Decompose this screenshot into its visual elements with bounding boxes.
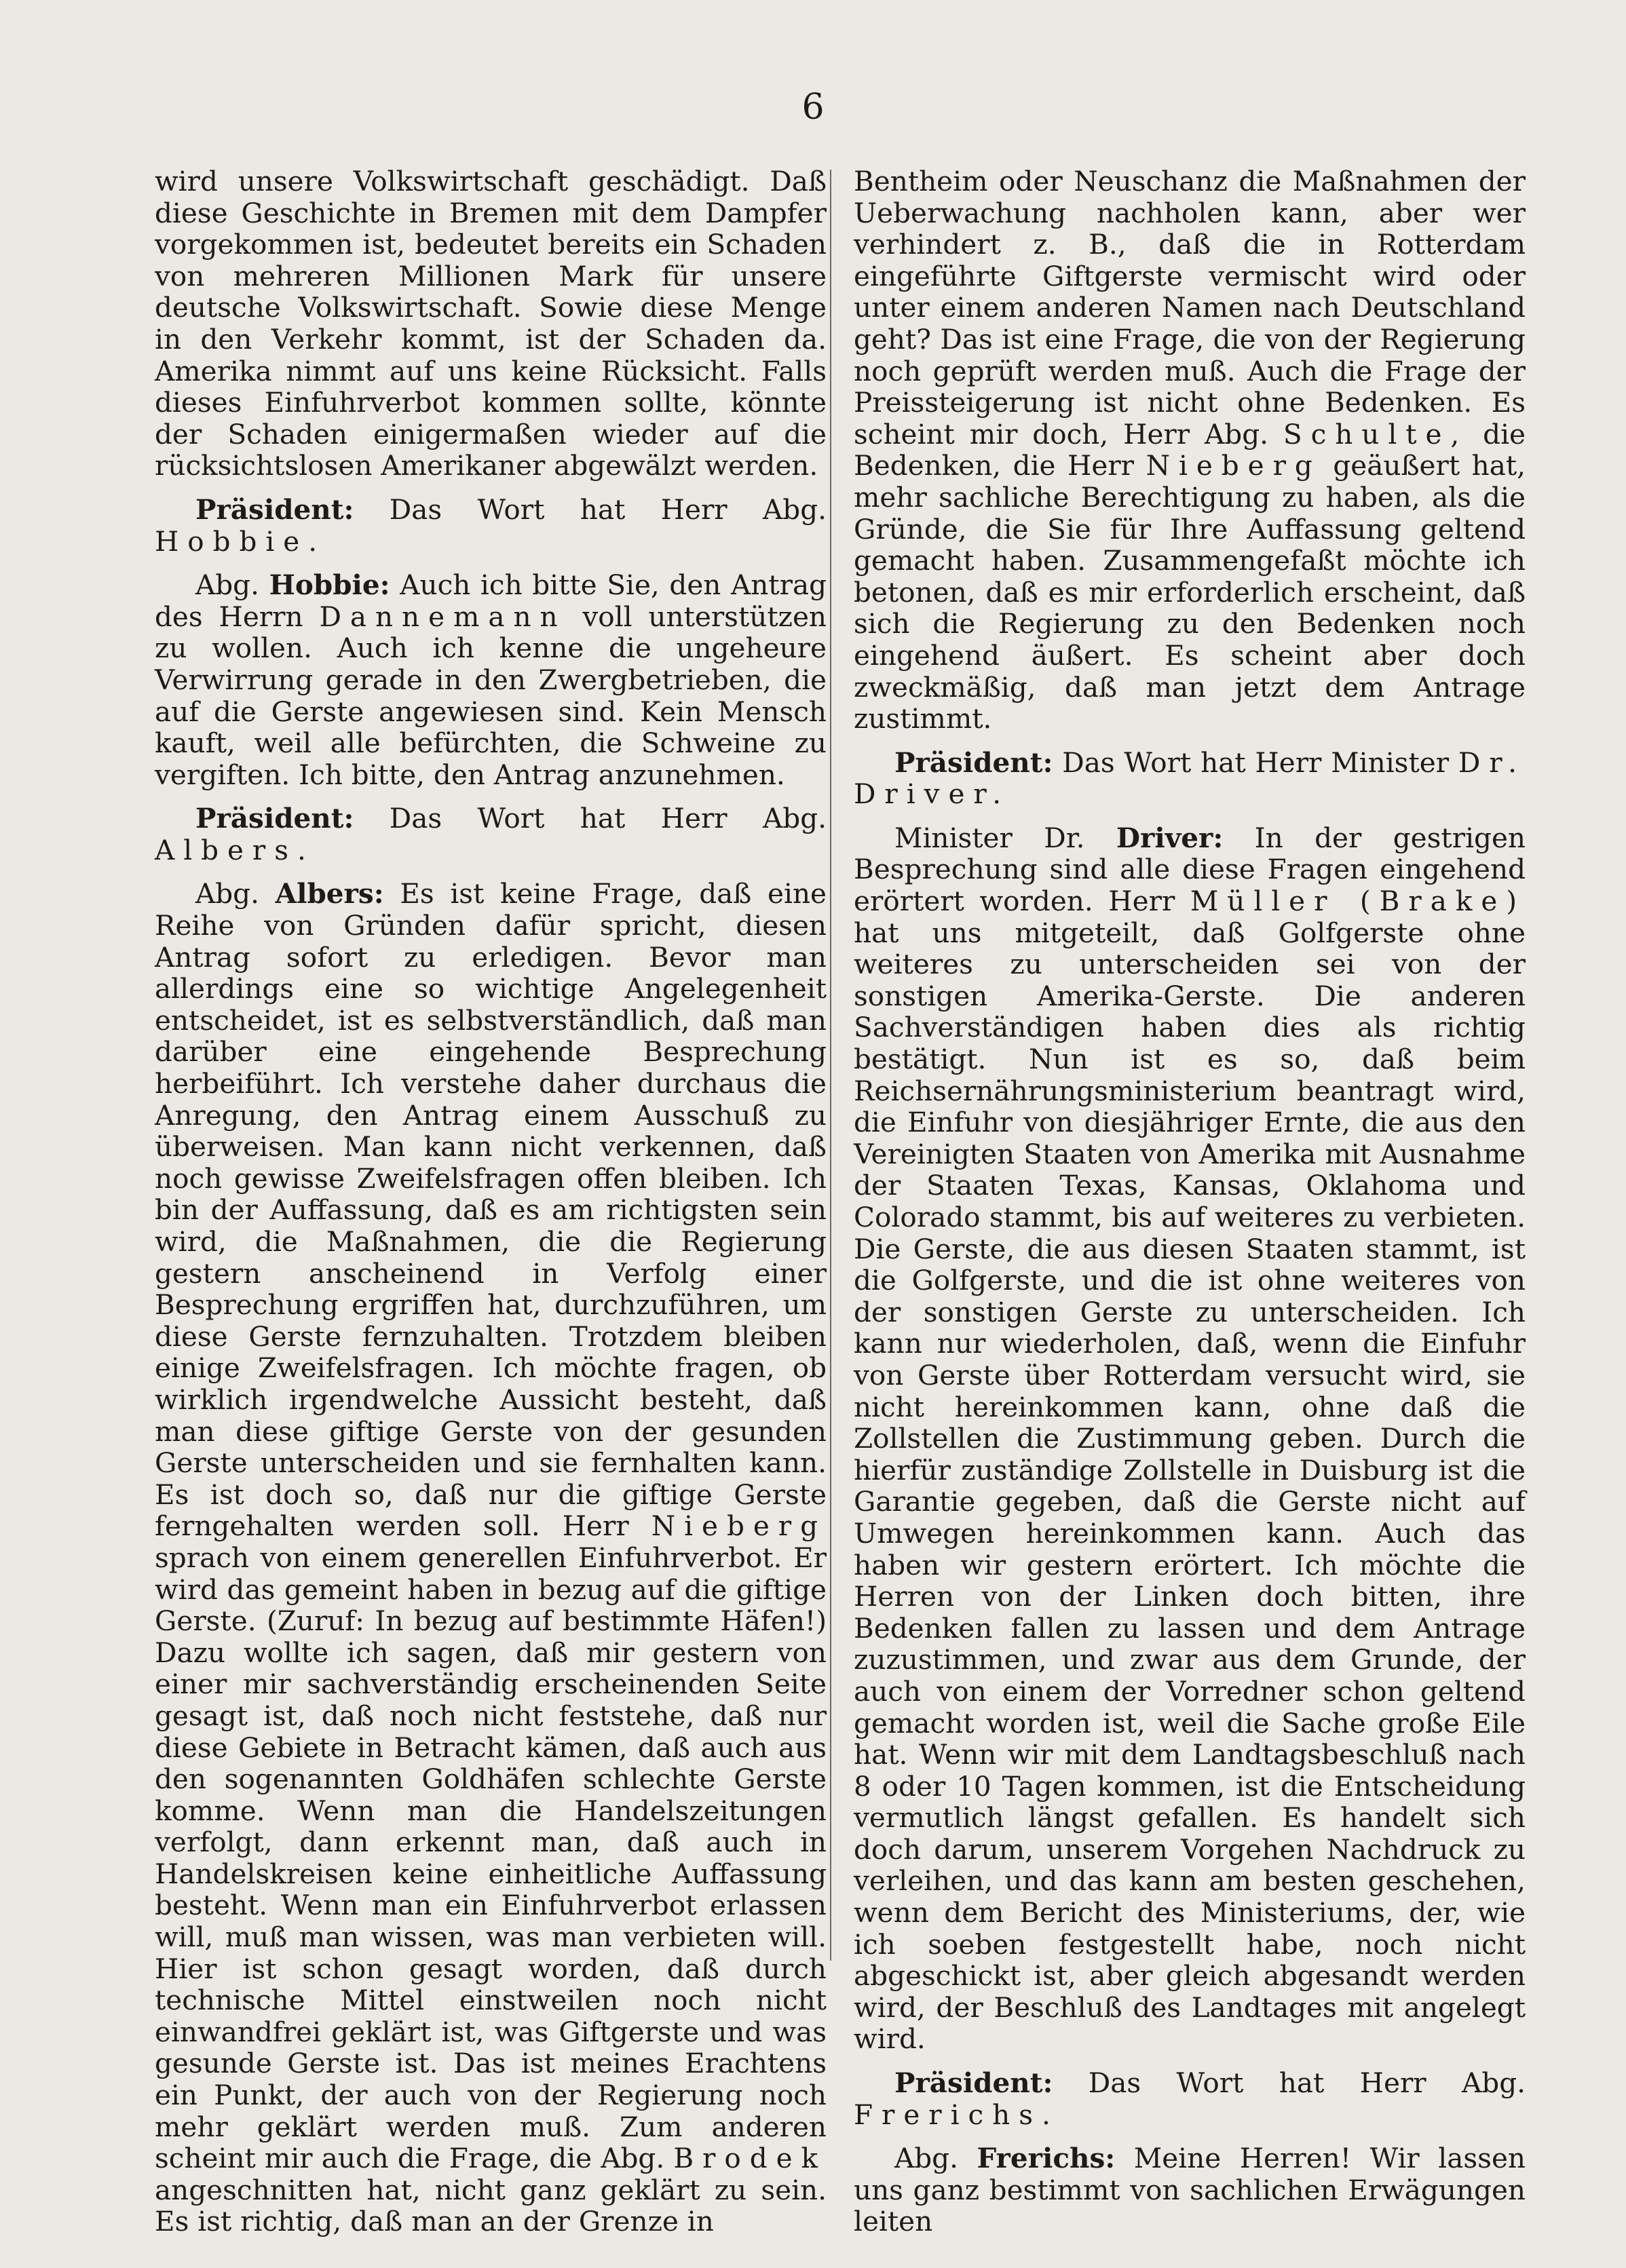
speaker-label: Präsident: xyxy=(195,802,354,835)
speaker-prefix: Minister Dr. xyxy=(894,821,1085,854)
paragraph-albers xyxy=(155,878,827,2237)
paragraph-text: die Bedenken, die Herr xyxy=(854,417,1526,482)
person-name: Nieberg xyxy=(1146,449,1321,482)
left-column xyxy=(155,166,827,2250)
paragraph-text: Das Wort hat Herr Abg. xyxy=(389,493,827,526)
paragraph-text: angeschnitten hat, nicht ganz geklärt zu sein. Es ist richtig, daß man an der Grenze in xyxy=(155,2173,827,2238)
person-name: Brodek xyxy=(673,2142,827,2175)
paragraph-text: Es ist keine Frage, daß eine Reihe von Gründen dafür spricht, diesen Antrag sofort zu erledigen. Bevor man allerdings eine so wichtige Angelegenheit entscheidet, ist es selbstverständlich, daß man darüber eine eingehende Besprechung herbeiführt. Ich verstehe daher durchaus die Anregung, den Antrag einem Ausschuß zu überweisen. Man kann nicht verkennen, daß noch gewisse Zweifelsfragen offen bleiben. Ich bin der Auffassung, daß es am richtigsten sein wird, die Maßnahmen, die die Regierung gestern anscheinend in Verfolg einer Besprechung ergriffen hat, durchzuführen, um diese Gerste fernzuhalten. Trotzdem bleiben einige Zweifelsfragen. Ich möchte fragen, ob wirklich irgendwelche Aussicht besteht, daß man diese giftige Gerste von der gesunden Gerste unterscheiden und sie fernhalten kann. Es ist doch so, daß nur die giftige Gerste ferngehalten werden soll. Herr xyxy=(155,877,827,1543)
speaker-label: Präsident: xyxy=(894,746,1053,779)
speaker-label: Präsident: xyxy=(195,493,354,526)
paragraph-president-hobbie xyxy=(155,494,827,557)
paragraph-text: Das Wort hat Herr Minister xyxy=(1062,746,1450,779)
paragraph-text: Das Wort hat Herr Abg. xyxy=(1088,2067,1526,2100)
paragraph-text: Auch ich bitte Sie, den Antrag des Herrn xyxy=(155,569,827,633)
paragraph-text: sprach von einem generellen Einfuhrverbot. Er wird das gemeint haben in bezug auf die giftige Gerste. (Zuruf: In bezug auf bestimmte Häfen!) Dazu wollte ich sagen, daß mir gestern von einer mir sachverständig erscheinenden Seite gesagt ist, daß noch nicht feststehe, daß nur diese Gebiete in Betracht kämen, daß auch aus den sogenannten Goldhäfen schlechte Gerste komme. Wenn man die Handelszeitungen verfolgt, dann erkennt man, daß auch in Handelskreisen keine einheitliche Auffassung besteht. Wenn man ein Einfuhrverbot erlassen will, muß man wissen, was man verbieten will. Hier ist schon gesagt worden, daß durch technische Mittel einstweilen noch nicht einwandfrei geklärt ist, was Giftgerste und was gesunde Gerste ist. Das ist meines Erachtens ein Punkt, der auch von der Regierung noch mehr geklärt werden muß. Zum anderen scheint mir auch die Frage, die Abg. xyxy=(155,1541,827,2175)
person-name: Müller (Brake) xyxy=(1190,885,1526,918)
column-divider xyxy=(830,170,831,1961)
paragraph-text: voll unterstützen zu wollen. Auch ich kenne die ungeheure Verwirrung gerade in den Zwergbetrieben, die auf die Gerste angewiesen sind. Kein Mensch kauft, weil alle befürchten, die Schweine zu vergiften. Ich bitte, den Antrag anzunehmen. xyxy=(155,600,827,791)
paragraph-text: hat uns mitgeteilt, daß Golfgerste ohne weiteres zu unterscheiden sei von der sonstigen Amerika-Gerste. Die anderen Sachverständigen haben dies als richtig bestätigt. Nun ist es so, daß beim Reichsernährungsministerium beantragt wird, die Einfuhr von diesjähriger Ernte, die aus den Vereinigten Staaten von Amerika mit Ausnahme der Staaten Texas, Kansas, Oklahoma und Colorado stammt, bis auf weiteres zu verbieten. Die Gerste, die aus diesen Staaten stammt, ist die Golfgerste, und die ist ohne weiteres von der sonstigen Gerste zu unterscheiden. Ich kann nur wiederholen, daß, wenn die Einfuhr von Gerste über Rotterdam versucht wird, sie nicht hereinkommen kann, ohne daß die Zollstellen die Zustimmung geben. Durch die hierfür zuständige Zollstelle in Duisburg ist die Garantie gegeben, daß die Gerste nicht auf Umwegen hereinkommen kann. Auch das haben wir gestern erörtert. Ich möchte die Herren von der Linken doch bitten, ihre Bedenken fallen zu lassen und dem Antrage zuzustimmen, und zwar aus dem Grunde, der auch von einem der Vorredner schon geltend gemacht worden ist, weil die Sache große Eile hat. Wenn wir mit dem Landtagsbeschluß nach 8 oder 10 Tagen kommen, ist die Entscheidung vermutlich längst gefallen. Es handelt sich doch darum, unserem Vorgehen Nachdruck zu verleihen, und das kann am besten geschehen, wenn dem Bericht des Ministeriums, der, wie ich soeben festgestellt habe, noch nicht abgeschickt ist, aber gleich abgesandt werden wird, der Beschluß des Landtages mit angelegt wird. xyxy=(854,916,1526,2056)
speaker-prefix: Abg. xyxy=(894,2142,958,2175)
paragraph-continuation xyxy=(155,166,827,482)
speaker-label: Frerichs: xyxy=(977,2142,1116,2175)
paragraph-president-driver xyxy=(854,747,1526,810)
paragraph-continuation xyxy=(854,166,1526,735)
paragraph-text: wird unsere Volkswirtschaft geschädigt. Daß diese Geschichte in Bremen mit dem Dampfer vorgekommen ist, bedeutet bereits ein Schaden von mehreren Millionen Mark für unsere deutsche Volkswirtschaft. Sowie diese Menge in den Verkehr kommt, ist der Schaden da. Amerika nimmt auf uns keine Rücksicht. Falls dieses Einfuhrverbot kommen sollte, könnte der Schaden einigermaßen wieder auf die rücksichtslosen Amerikaner abgewälzt werden. xyxy=(155,165,827,482)
paragraph-text: Meine Herren! Wir lassen uns ganz bestimmt von sachlichen Erwägungen leiten xyxy=(854,2142,1526,2238)
paragraph-president-albers xyxy=(155,803,827,866)
speaker-name: Dr. Driver. xyxy=(854,746,1526,811)
speaker-name: Hobbie. xyxy=(155,524,326,558)
paragraph-text: Das Wort hat Herr Abg. xyxy=(389,802,827,835)
paragraph-text: In der gestrigen Besprechung sind alle diese Fragen eingehend erörtert worden. Herr xyxy=(854,821,1526,918)
speaker-label: Albers: xyxy=(275,877,384,910)
right-column xyxy=(854,166,1526,2250)
speaker-label: Hobbie: xyxy=(269,569,390,602)
speaker-prefix: Abg. xyxy=(195,877,259,910)
paragraph-driver xyxy=(854,822,1526,2055)
paragraph-text: Bentheim oder Neuschanz die Maßnahmen der Ueberwachung nachholen kann, aber wer verhindert z. B., daß die in Rotterdam eingeführte Giftgerste vermischt wird oder unter einem anderen Namen nach Deutschland geht? Das ist eine Frage, die von der Regierung noch geprüft werden muß. Auch die Frage der Preissteigerung ist nicht ohne Bedenken. Es scheint mir doch, Herr Abg. xyxy=(854,165,1526,450)
person-name: Schulte, xyxy=(1283,417,1469,450)
paragraph-text: geäußert hat, mehr sachliche Berechtigung zu haben, als die Gründe, die Sie für Ihre Auffassung geltend gemacht haben. Zusammengefaßt möchte ich betonen, daß es mir erforderlich erscheint, daß sich die Regierung zu den Bedenken noch eingehend äußert. Es scheint aber doch zweckmäßig, daß man jetzt dem Antrage zustimmt. xyxy=(854,449,1526,735)
speaker-prefix: Abg. xyxy=(195,569,259,602)
paragraph-hobbie xyxy=(155,569,827,790)
speaker-label: Driver: xyxy=(1116,821,1224,854)
page-number: 6 xyxy=(801,87,825,128)
speaker-name: Frerichs. xyxy=(854,2098,1059,2131)
speaker-label: Präsident: xyxy=(894,2067,1053,2100)
paragraph-frerichs xyxy=(854,2142,1526,2237)
speaker-name: Albers. xyxy=(155,833,315,866)
person-name: Nieberg xyxy=(651,1510,827,1543)
paragraph-president-frerichs xyxy=(854,2067,1526,2130)
person-name: Dannemann xyxy=(319,600,567,633)
